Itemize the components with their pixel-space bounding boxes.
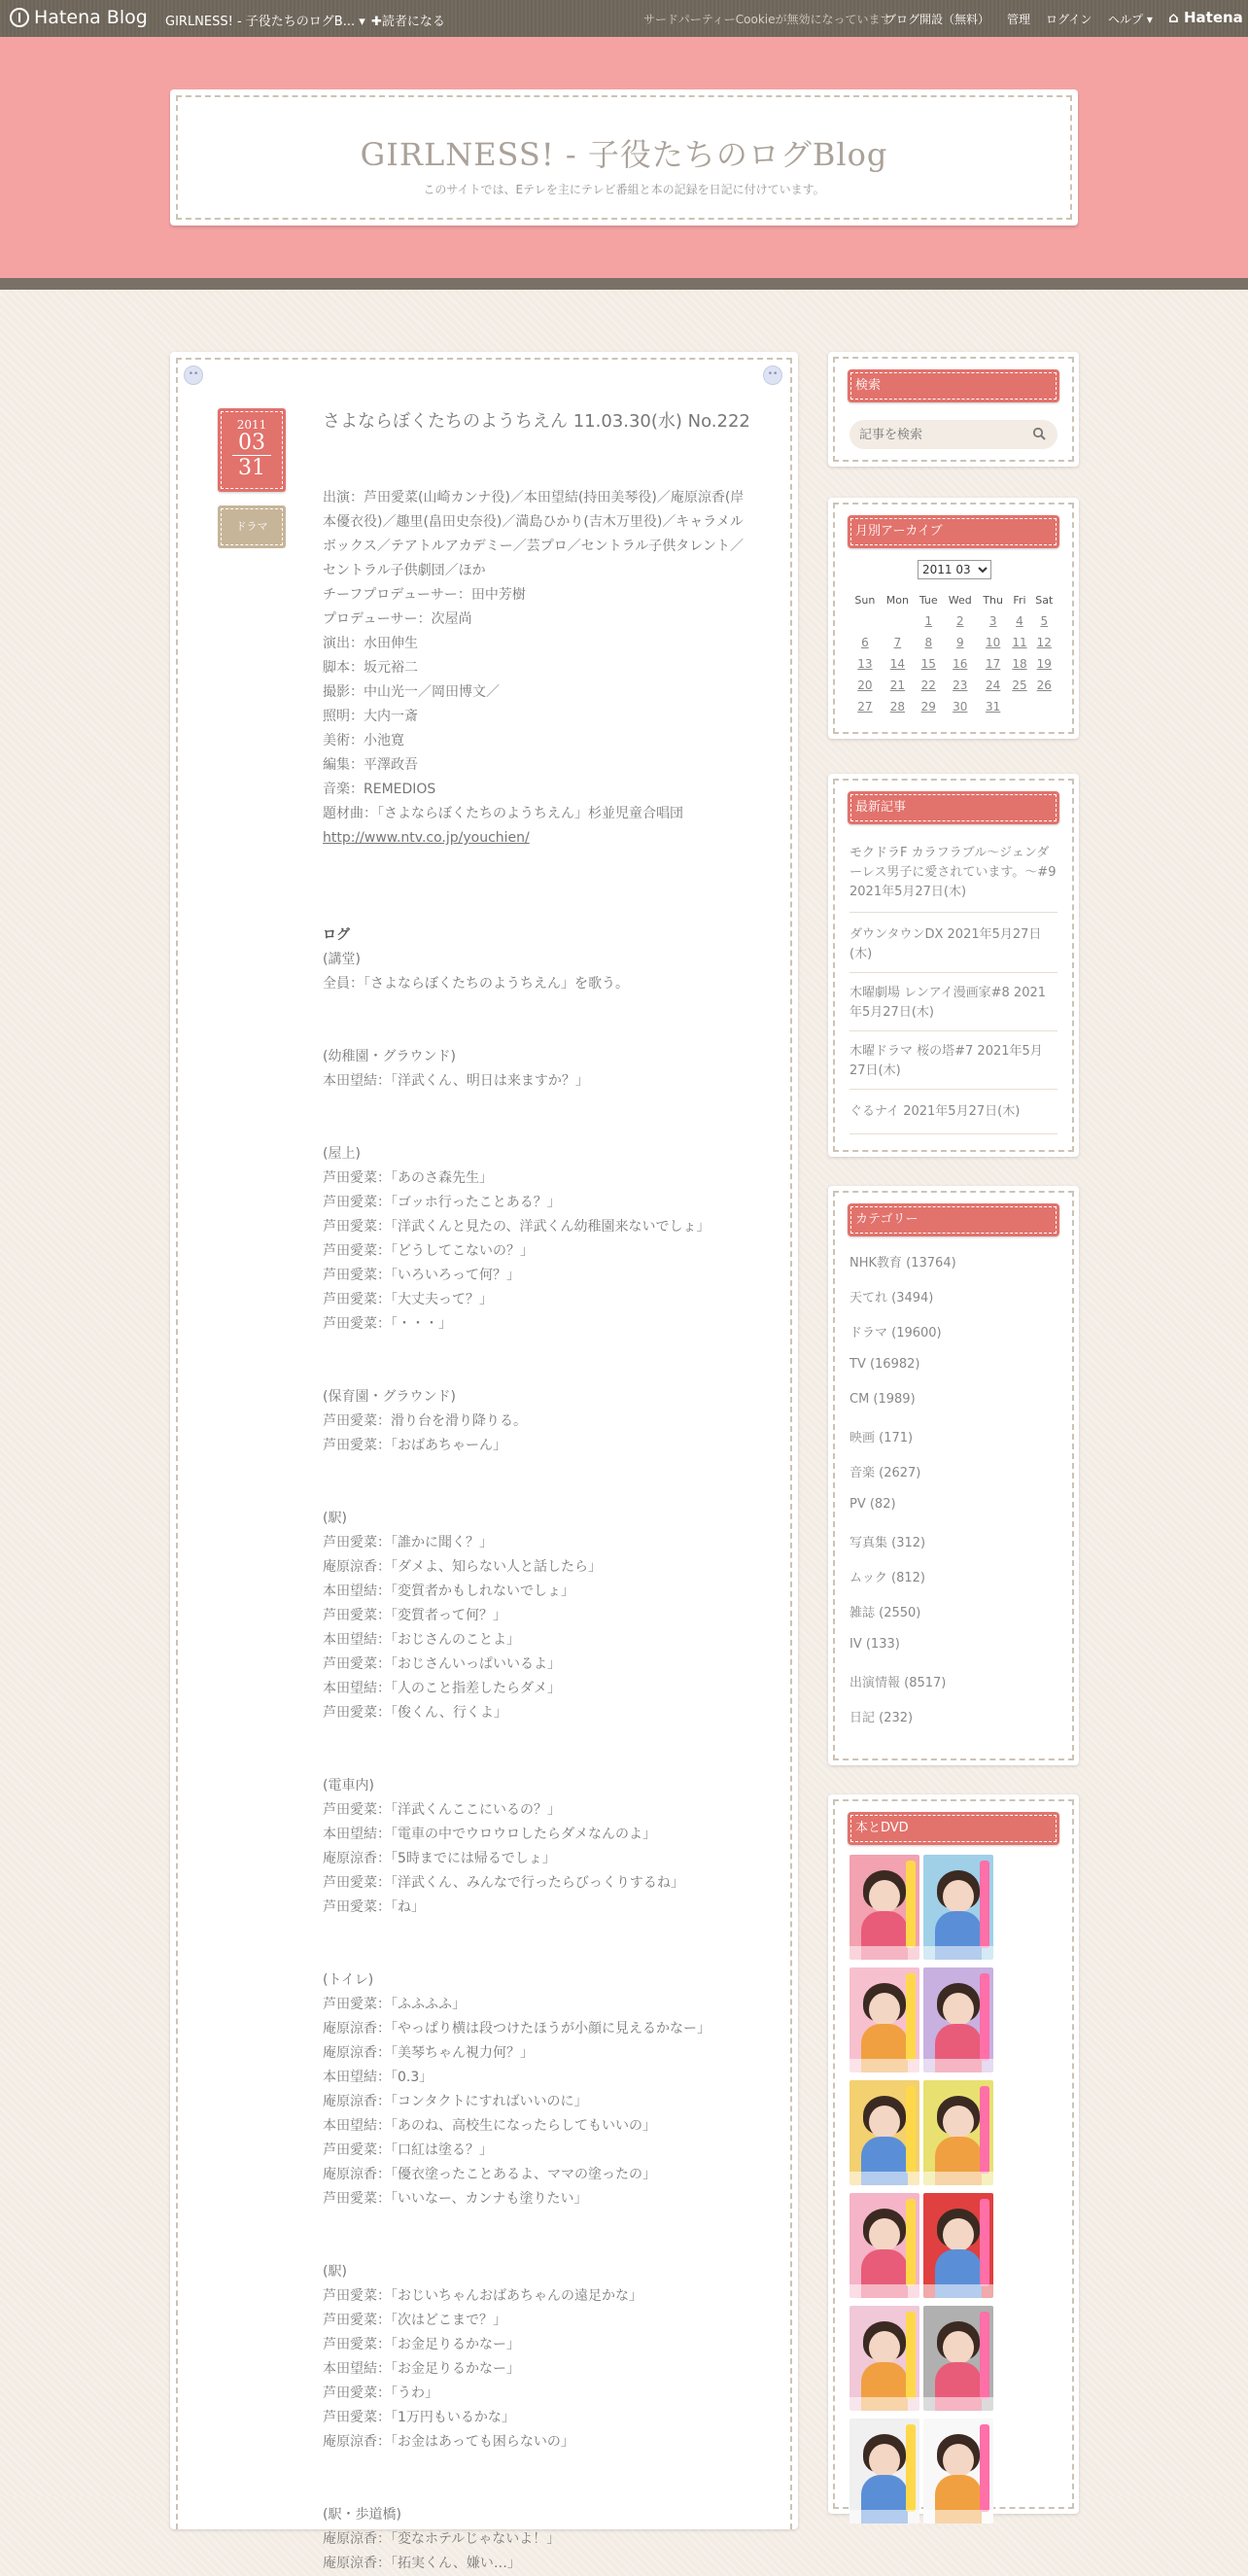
calendar-cell [1008,653,1030,675]
log-line: 芦田愛菜：「・・・」 [323,1316,452,1332]
hatena-blog-logo[interactable] [10,7,148,28]
calendar-cell [978,675,1008,696]
book-cover-band [923,2510,993,2524]
book-cover-band [849,2510,919,2524]
credit-line: チーフプロデューサー：田中芳樹 [323,587,526,603]
log-line: 本田望結：「おじさんのことよ」 [323,1632,520,1648]
recent-entry-link[interactable]: 木曜ドラマ 桜の塔#7 2021年5月27日(木) [849,1044,1043,1078]
calendar-cell [1008,696,1030,717]
book-cover-art [869,2106,900,2139]
archive-title [848,515,1059,548]
calendar-day-link[interactable]: 15 [920,657,936,671]
blog-description: このサイトでは、Eテレを主にテレビ番組と本の記録を日記に付けています。 [423,183,825,196]
log-scene: (保育園・グラウンド) [323,1389,456,1405]
calendar-weekday: Sat [1035,593,1054,607]
log-line: 芦田愛菜：「あのさ森先生」 [323,1170,493,1186]
calendar-cell [849,675,881,696]
log-line: 芦田愛菜：「うわ」 [323,2385,438,2401]
log-line: 芦田愛菜：「ゴッホ行ったことある？」 [323,1195,561,1210]
book-cover-band [849,2284,919,2298]
calendar-day-link[interactable]: 24 [986,679,1001,692]
entry-date-border [221,411,283,489]
calendar-cell [881,696,915,717]
calendar-cell [1008,632,1030,653]
calendar-cell [943,696,978,717]
entry-log [323,948,750,2576]
book-cover-title-strip [906,2086,916,2174]
calendar-day-link[interactable]: 23 [953,679,968,692]
calendar-day-link[interactable]: 1 [924,614,933,628]
entry-body [323,486,750,2576]
recent-entry-link[interactable]: ダウンタウンDX 2021年5月27日(木) [849,927,1042,961]
hatena-topbar [0,0,1248,37]
book-cover-art [869,1993,900,2026]
book-cover-link[interactable] [849,1967,919,2072]
book-cover-art [943,2218,974,2251]
book-cover-link[interactable] [849,2080,919,2185]
log-line: 芦田愛菜：「ね」 [323,1899,425,1915]
search-icon[interactable] [1032,427,1046,440]
book-cover-art [943,1880,974,1913]
book-cover-art [943,1993,974,2026]
recent-entry-link[interactable]: モクドラF カラフラブル～ジェンダーレス男子に愛されています。～#9 2021年5月27日(木) [849,846,1057,899]
recent-entry-divider [849,1133,1057,1134]
log-scene: (屋上) [323,1146,361,1162]
log-line: 芦田愛菜：滑り台を滑り降りる。 [323,1413,527,1429]
calendar-day-link[interactable]: 20 [857,679,873,692]
calendar-cell [978,632,1008,653]
search-input[interactable] [849,420,1057,449]
log-line: 芦田愛菜：「おじさんいっぱいいるよ」 [323,1656,561,1672]
calendar-cell [915,610,943,632]
calendar-cell [915,653,943,675]
entry-date-month: 03 [232,432,271,456]
calendar-day-link[interactable]: 3 [988,614,997,628]
calendar-weekday: Fri [1013,593,1026,607]
log-line: 庵原涼香：「やっぱり横は段つけたほうが小顔に見えるかなー」 [323,2021,711,2036]
category-link[interactable]: 雑誌 (2550) [849,1606,921,1620]
log-line: 芦田愛菜：「おばあちゃーん」 [323,1438,506,1453]
log-line: 芦田愛菜：「口紅は塗る？」 [323,2142,493,2158]
search-module [828,352,1079,467]
book-cover-link[interactable] [849,1855,919,1960]
calendar-cell [978,653,1008,675]
log-line: 芦田愛菜：「洋武くんと見たの、洋武くん幼稚園来ないでしょ」 [323,1219,711,1235]
book-cover-band [923,2284,993,2298]
hatena-mark-icon: ⌂ [1168,9,1179,26]
calendar-cell [849,610,881,632]
calendar-cell [915,696,943,717]
log-scene: (駅) [323,2264,347,2280]
book-cover-title-strip [980,1973,989,2061]
category-link[interactable]: IV (133) [849,1637,900,1652]
log-line: 庵原涼香：「ダメよ、知らない人と話したら」 [323,1559,602,1575]
header-divider [0,278,1248,290]
entry-date-day: 31 [238,456,265,480]
category-link[interactable]: 日記 (232) [849,1711,914,1725]
log-line: 庵原涼香：「拓実くん、嫌い…」 [323,2556,521,2571]
calendar-day-link[interactable]: 25 [1012,679,1027,692]
books-module [828,1794,1079,2514]
credit-line: 撮影：中山光一／岡田博文／ [323,684,500,700]
category-link[interactable]: TV (16982) [849,1357,920,1372]
log-scene: (駅・歩道橋) [323,2507,401,2523]
calendar-day-link[interactable]: 29 [920,700,936,714]
calendar-day-link[interactable]: 16 [953,657,968,671]
entry-title[interactable]: さよならぼくたちのようちえん 11.03.30(水) No.222 [323,411,750,432]
calendar-cell [1008,610,1030,632]
book-cover-title-strip [980,2424,989,2512]
archive-module [828,498,1079,739]
calendar-cell [881,675,915,696]
entry-date-year: 2011 [236,418,267,432]
book-cover-band [849,2172,919,2185]
log-line: 芦田愛菜：「次はどこまで？」 [323,2313,506,2328]
search-title [848,369,1059,402]
log-line: 本田望結：「変質者かもしれないでしょ」 [323,1584,574,1599]
search-title-text: 検索 [850,372,1057,400]
credit-line: 演出：水田伸生 [323,636,418,651]
book-cover-title-strip [906,1973,916,2061]
recent-entry-divider [849,1030,1057,1031]
book-cover-title-strip [906,1861,916,1948]
book-cover-art [869,2444,900,2477]
recent-entries-border [833,779,1074,1152]
category-link[interactable]: 写真集 (312) [849,1536,926,1550]
recent-entry-link[interactable]: ぐるナイ 2021年5月27日(木) [849,1104,1021,1119]
book-cover-title-strip [906,2199,916,2286]
book-cover-link[interactable] [923,2193,993,2298]
category-link[interactable]: CM (1989) [849,1392,916,1407]
category-link[interactable]: 出演情報 (8517) [849,1676,947,1690]
archive-title-text: 月別アーカイブ [850,518,1057,545]
calendar-day-link[interactable]: 12 [1036,636,1052,649]
calendar-weekday: Thu [983,593,1003,607]
calendar-cell [1031,675,1057,696]
log-scene: (講堂) [323,952,361,967]
log-line: 芦田愛菜：「1万円もいるかな」 [323,2410,515,2425]
credit-line: 照明：大内一斎 [323,709,418,724]
book-cover-band [849,1946,919,1960]
subscribe-button[interactable]: ✚読者になる [371,15,445,29]
calendar-day-link[interactable]: 10 [986,636,1001,649]
credit-line: 美術：小池寛 [323,733,404,748]
category-link[interactable]: 音楽 (2627) [849,1466,921,1480]
calendar-day-link[interactable]: 26 [1036,679,1052,692]
calendar-cell [1031,653,1057,675]
blog-name-dropdown[interactable]: GIRLNESS! - 子役たちのログB... ▾ [165,15,365,29]
calendar-day-link[interactable]: 6 [861,636,869,649]
book-cover-title-strip [906,2424,916,2512]
recent-entry-divider [849,972,1057,973]
archive-month-select[interactable] [918,560,991,579]
books-title [848,1812,1059,1845]
credit-line: 脚本：坂元裕二 [323,660,418,676]
entry-date-badge[interactable] [218,408,286,492]
calendar-day-link[interactable]: 4 [1016,614,1023,628]
recent-entry-divider [849,1089,1057,1090]
calendar-day-link[interactable]: 8 [924,636,933,649]
book-cover-link[interactable] [923,1967,993,2072]
category-link[interactable]: NHK教育 (13764) [849,1256,956,1271]
calendar-cell [915,632,943,653]
calendar-cell [881,653,915,675]
categories-module [828,1186,1079,1765]
books-title-text: 本とDVD [850,1815,1057,1842]
log-line: 芦田愛菜：「お金足りるかなー」 [323,2337,520,2352]
entry-category-badge[interactable] [218,505,286,548]
calendar-day-link[interactable]: 14 [889,657,906,671]
entry-credits [323,583,750,826]
recent-entry-link[interactable]: 木曜劇場 レンアイ漫画家#8 2021年5月27日(木) [849,986,1047,1020]
calendar-cell [1008,675,1030,696]
calendar-cell [881,610,915,632]
hatena-blog-logo-text: Hatena Blog [34,7,148,28]
calendar-day-link[interactable]: 19 [1036,657,1052,671]
log-line: 本田望結：「あのね、高校生になったらしてもいいの」 [323,2118,656,2134]
calendar-cell [978,610,1008,632]
log-line: 庵原涼香：「コンタクトにすればいいのに」 [323,2094,588,2109]
category-link[interactable]: ドラマ (19600) [849,1326,942,1340]
book-cover-title-strip [980,1861,989,1948]
log-line: 庵原涼香：「5時までには帰るでしょ」 [323,1851,556,1866]
book-cover-title-strip [980,2199,989,2286]
blog-header-border [176,95,1072,220]
log-line: 芦田愛菜：「ふふふふ」 [323,1997,466,2012]
hatena-link-text: Hatena [1183,9,1243,26]
book-cover-band [849,2397,919,2411]
calendar-weekday: Mon [885,593,909,607]
recent-entry-divider [849,912,1057,913]
book-cover-art [943,2444,974,2477]
book-cover-art [869,2331,900,2364]
help-dropdown[interactable]: ヘルプ ▾ [1108,13,1153,26]
calendar-cell [849,632,881,653]
book-cover-band [923,2397,993,2411]
book-cover-title-strip [906,2312,916,2399]
login-link[interactable]: ログイン [1046,13,1092,26]
log-line: 芦田愛菜：「いろいろって何？」 [323,1268,520,1283]
book-cover-band [923,2059,993,2072]
calendar-weekday: Tue [919,593,938,607]
calendar-cell [849,696,881,717]
log-line: 庵原涼香：「変なホテルじゃないよ！」 [323,2531,561,2547]
calendar-day-link[interactable]: 18 [1012,657,1027,671]
hatena-link[interactable] [1168,9,1243,26]
book-cover-band [849,2059,919,2072]
log-line: 全員：「さよならぼくたちのようちえん」を歌う。 [323,976,629,992]
blog-title[interactable]: GIRLNESS! - 子役たちのログBlog [360,136,888,173]
calendar-weekday: Wed [948,593,972,607]
book-cover-link[interactable] [849,2419,919,2524]
book-cover-link[interactable] [849,2306,919,2411]
calendar-day-link[interactable]: 22 [920,679,936,692]
calendar-day-link[interactable]: 5 [1040,614,1049,628]
log-heading: ログ [323,927,350,943]
archive-calendar [849,589,1057,717]
category-link[interactable]: ムック (812) [849,1571,925,1585]
log-scene: (電車内) [323,1778,374,1793]
log-line: 本田望結：「人のこと指差したらダメ」 [323,1681,561,1696]
admin-link[interactable]: 管理 [1007,13,1031,26]
calendar-cell [1031,696,1057,717]
calendar-cell [943,610,978,632]
recent-entries-module [828,774,1079,1157]
category-link[interactable]: 映画 (171) [849,1431,914,1445]
book-cover-title-strip [980,2086,989,2174]
calendar-cell [1031,610,1057,632]
recent-entries-title-text: 最新記事 [850,794,1057,821]
credit-line: 音楽：REMEDIOS [323,782,436,797]
entry-link[interactable]: http://www.ntv.co.jp/youchien/ [323,830,530,846]
log-line: 本田望結：「0.3」 [323,2070,433,2085]
calendar-day-link[interactable]: 21 [889,679,906,692]
log-scene: (トイレ) [323,1972,374,1988]
calendar-day-link[interactable]: 7 [893,636,902,649]
calendar-day-link[interactable]: 13 [857,657,873,671]
entry-category-label: ドラマ [221,508,283,545]
book-cover-link[interactable] [923,2419,993,2524]
credit-line: プロデューサー：次屋尚 [323,611,472,627]
category-link[interactable]: 天てれ (3494) [849,1291,934,1305]
entry-corner-right-icon: •• [763,366,782,385]
credit-line: 題材曲：「さよならぼくたちのようちえん」杉並児童合唱団 [323,806,683,821]
calendar-weekday: Sun [854,593,876,607]
calendar-cell [943,653,978,675]
log-line: 庵原涼香：「優衣塗ったことあるよ、ママの塗ったの」 [323,2167,656,2182]
categories-title [848,1203,1059,1236]
book-cover-title-strip [980,2312,989,2399]
log-line: 庵原涼香：「美琴ちゃん視力何？」 [323,2045,534,2061]
log-line: 芦田愛菜：「いいなー、カンナも塗りたい」 [323,2191,588,2207]
log-line: 芦田愛菜：「俊くん、行くよ」 [323,1705,507,1721]
log-line: 庵原涼香：「お金はあっても困らないの」 [323,2434,574,2450]
calendar-cell [943,675,978,696]
calendar-cell [1031,632,1057,653]
log-line: 芦田愛菜：「誰かに聞く？」 [323,1535,493,1550]
log-scene: (幼稚園・グラウンド) [323,1049,456,1064]
log-line: 芦田愛菜：「変質者って何？」 [323,1608,506,1623]
hatena-logo-icon [10,8,29,27]
calendar-day-link[interactable]: 30 [953,700,968,714]
log-line: 芦田愛菜：「洋武くんここにいるの？」 [323,1802,561,1818]
log-line: 芦田愛菜：「どうしてこないの？」 [323,1243,534,1259]
book-cover-art [943,2331,974,2364]
categories-title-text: カテゴリー [850,1206,1057,1234]
book-cover-band [923,1946,993,1960]
book-cover-link[interactable] [923,2306,993,2411]
log-line: 芦田愛菜：「洋武くん、みんなで行ったらびっくりするね」 [323,1875,684,1891]
calendar-day-link[interactable]: 17 [986,657,1001,671]
entry-cast: 出演：芦田愛菜(山崎カンナ役)／本田望結(持田美琴役)／庵原涼香(岸本優衣役)／趣里(畠田史奈役)／満島ひかり(吉木万里役)／キャラメルボックス／テアトルアカデミー／芸プロ／セントラル子供タレント／セントラル子供劇団／ほか [323,490,745,578]
calendar-cell [943,632,978,653]
category-link[interactable]: PV (82) [849,1497,896,1512]
calendar-day-link[interactable]: 2 [955,614,964,628]
calendar-cell [881,632,915,653]
book-cover-art [943,2106,974,2139]
cookie-notice[interactable]: サードパーティーCookieが無効になっています [643,13,892,26]
log-line: 芦田愛菜：「大丈夫って？」 [323,1292,493,1307]
calendar-day-link[interactable]: 31 [986,700,1001,714]
log-line: 本田望結：「電車の中でウロウロしたらダメなんのよ」 [323,1827,656,1842]
log-line: 本田望結：「お金足りるかなー」 [323,2361,520,2377]
log-line: 本田望結：「洋武くん、明日は来ますか？」 [323,1073,589,1089]
credit-line: 編集：平澤政吾 [323,757,418,773]
book-cover-link[interactable] [923,2080,993,2185]
open-blog-link[interactable]: ブログ開設（無料） [884,13,990,26]
book-cover-band [923,2172,993,2185]
book-cover-art [869,2218,900,2251]
calendar-cell [849,653,881,675]
log-line: 芦田愛菜：「おじいちゃんおばあちゃんの遠足かな」 [323,2288,642,2304]
book-cover-art [869,1880,900,1913]
calendar-day-link[interactable]: 28 [889,700,906,714]
blog-header [170,89,1078,226]
calendar-day-link[interactable]: 27 [857,700,873,714]
entry-corner-left-icon: •• [184,366,203,385]
recent-entries-title [848,791,1059,824]
book-cover-link[interactable] [923,1855,993,1960]
calendar-cell [978,696,1008,717]
book-cover-link[interactable] [849,2193,919,2298]
calendar-day-link[interactable]: 11 [1012,636,1027,649]
calendar-cell [915,675,943,696]
calendar-day-link[interactable]: 9 [955,636,964,649]
log-scene: (駅) [323,1511,347,1526]
